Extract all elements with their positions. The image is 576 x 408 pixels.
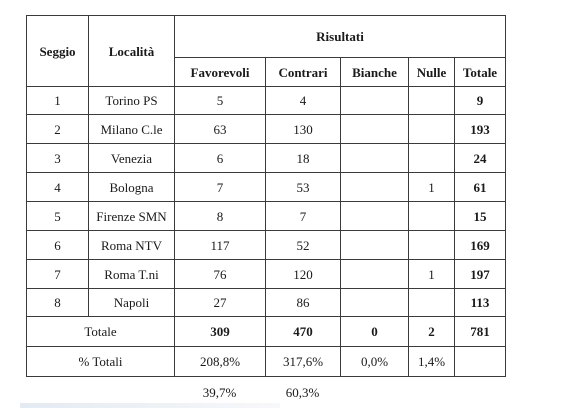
- cell-bianche: [341, 115, 409, 144]
- cell-nulle: [409, 231, 455, 260]
- header-bianche: Bianche: [341, 58, 409, 87]
- percent-row: [27, 347, 506, 377]
- cell-totale: 15: [455, 202, 506, 231]
- table-row: [27, 87, 506, 115]
- header-contrari: Contrari: [266, 58, 341, 87]
- cell-contrari: 7: [266, 202, 341, 231]
- cell-bianche: [341, 87, 409, 115]
- cell-seggio: 1: [27, 87, 89, 115]
- cell-contrari: 86: [266, 289, 341, 317]
- bottom-edge-artifact: [20, 403, 280, 408]
- cell-totale: 24: [455, 144, 506, 173]
- table-row: [27, 115, 506, 144]
- cell-seggio: 7: [27, 260, 89, 289]
- header-totale: Totale: [455, 58, 506, 87]
- table-row: [27, 289, 506, 317]
- cell-contrari: 130: [266, 115, 341, 144]
- results-table: [26, 15, 506, 377]
- cell-favorevoli: 6: [175, 144, 266, 173]
- cell-nulle: [409, 289, 455, 317]
- table-row: [27, 202, 506, 231]
- totale-row: [27, 317, 506, 347]
- cell-nulle: 1: [409, 173, 455, 202]
- cell-nulle: 1: [409, 260, 455, 289]
- cell-totale: 61: [455, 173, 506, 202]
- cell-localita: Roma NTV: [89, 231, 175, 260]
- header-seggio: Seggio: [27, 16, 89, 87]
- totale-contrari: 470: [266, 317, 341, 347]
- totale-nulle: 2: [409, 317, 455, 347]
- header-risultati: Risultati: [175, 16, 506, 58]
- table-row: [27, 173, 506, 202]
- header-favorevoli: Favorevoli: [175, 58, 266, 87]
- header-nulle: Nulle: [409, 58, 455, 87]
- cell-seggio: 6: [27, 231, 89, 260]
- cell-bianche: [341, 202, 409, 231]
- cell-totale: 113: [455, 289, 506, 317]
- table-row: [27, 231, 506, 260]
- percent-contrari: 317,6%: [266, 347, 341, 377]
- cell-nulle: [409, 115, 455, 144]
- cell-localita: Torino PS: [89, 87, 175, 115]
- cell-localita: Bologna: [89, 173, 175, 202]
- table-row: [27, 144, 506, 173]
- cell-totale: 193: [455, 115, 506, 144]
- cell-seggio: 3: [27, 144, 89, 173]
- totale-favorevoli: 309: [175, 317, 266, 347]
- table-row: [27, 260, 506, 289]
- cell-contrari: 52: [266, 231, 341, 260]
- cell-bianche: [341, 231, 409, 260]
- cell-bianche: [341, 144, 409, 173]
- cell-seggio: 8: [27, 289, 89, 317]
- cell-favorevoli: 27: [175, 289, 266, 317]
- cell-totale: 169: [455, 231, 506, 260]
- cell-favorevoli: 8: [175, 202, 266, 231]
- percent-nulle: 1,4%: [409, 347, 455, 377]
- totale-bianche: 0: [341, 317, 409, 347]
- cell-favorevoli: 5: [175, 87, 266, 115]
- percent-label: % Totali: [27, 347, 175, 377]
- cell-seggio: 2: [27, 115, 89, 144]
- percent-bianche: 0,0%: [341, 347, 409, 377]
- percent-favorevoli: 208,8%: [175, 347, 266, 377]
- cell-seggio: 5: [27, 202, 89, 231]
- cell-nulle: [409, 87, 455, 115]
- cell-totale: 9: [455, 87, 506, 115]
- cell-contrari: 53: [266, 173, 341, 202]
- cell-localita: Milano C.le: [89, 115, 175, 144]
- cell-seggio: 4: [27, 173, 89, 202]
- cell-localita: Roma T.ni: [89, 260, 175, 289]
- cell-localita: Venezia: [89, 144, 175, 173]
- cell-favorevoli: 76: [175, 260, 266, 289]
- totale-label: Totale: [27, 317, 175, 347]
- percent-totale: [455, 347, 506, 377]
- cell-contrari: 120: [266, 260, 341, 289]
- cell-totale: 197: [455, 260, 506, 289]
- cell-bianche: [341, 289, 409, 317]
- header-localita: Località: [89, 16, 175, 87]
- cell-localita: Firenze SMN: [89, 202, 175, 231]
- cell-favorevoli: 63: [175, 115, 266, 144]
- cell-localita: Napoli: [89, 289, 175, 317]
- cell-nulle: [409, 144, 455, 173]
- totale-totale: 781: [455, 317, 506, 347]
- cell-bianche: [341, 260, 409, 289]
- cell-contrari: 4: [266, 87, 341, 115]
- header-row-top: [27, 16, 506, 58]
- note-favorevoli-percent: 39,7%: [202, 385, 237, 400]
- note-contrari-percent: 60,3%: [285, 385, 320, 400]
- cell-bianche: [341, 173, 409, 202]
- cell-nulle: [409, 202, 455, 231]
- cell-favorevoli: 117: [175, 231, 266, 260]
- table-body: [27, 16, 506, 377]
- cell-favorevoli: 7: [175, 173, 266, 202]
- cell-contrari: 18: [266, 144, 341, 173]
